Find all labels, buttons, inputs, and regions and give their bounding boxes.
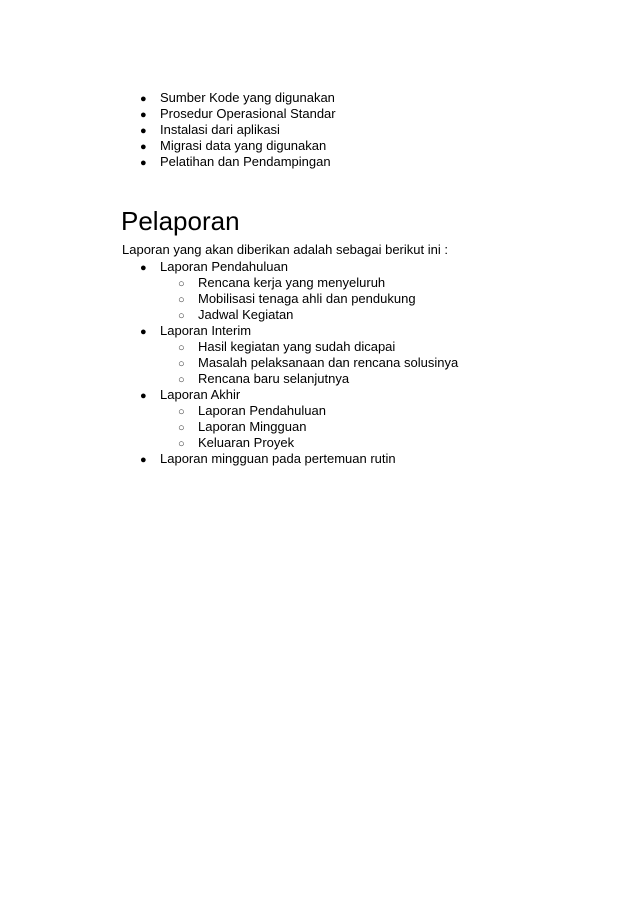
list-item-text: Pelatihan dan Pendampingan xyxy=(160,154,331,169)
list-item xyxy=(140,323,251,339)
list-item-text: Masalah pelaksanaan dan rencana solusinya xyxy=(198,355,459,370)
bullet-icon: ● xyxy=(140,326,147,338)
list-item-text: Mobilisasi tenaga ahli dan pendukung xyxy=(198,291,416,306)
bullet-icon: ● xyxy=(140,141,147,153)
bullet-icon: ● xyxy=(140,125,147,137)
bullet-icon: ● xyxy=(140,93,147,105)
list-item xyxy=(140,106,336,122)
bullet-icon: ● xyxy=(140,109,147,121)
section-heading: Pelaporan xyxy=(121,206,240,236)
hollow-bullet-icon: ○ xyxy=(178,278,185,290)
list-item-text: Laporan Pendahuluan xyxy=(160,259,288,274)
sub-list-item xyxy=(178,403,326,419)
bullet-icon: ● xyxy=(140,390,147,402)
list-item-text: Laporan Akhir xyxy=(160,387,241,402)
list-item-text: Prosedur Operasional Standar xyxy=(160,106,336,121)
sub-list-item xyxy=(178,371,349,387)
intro-paragraph: Laporan yang akan diberikan adalah sebagai berikut ini : xyxy=(122,242,448,257)
list-item xyxy=(140,451,396,467)
list-item xyxy=(140,387,240,403)
list-item-text: Laporan Mingguan xyxy=(198,419,307,434)
list-item xyxy=(140,138,326,154)
bullet-icon: ● xyxy=(140,157,147,169)
bullet-icon: ● xyxy=(140,262,147,274)
list-item-text: Rencana baru selanjutnya xyxy=(198,371,350,386)
hollow-bullet-icon: ○ xyxy=(178,374,185,386)
list-item xyxy=(140,122,280,138)
sub-list-item xyxy=(178,339,395,355)
list-item-text: Jadwal Kegiatan xyxy=(198,307,294,322)
hollow-bullet-icon: ○ xyxy=(178,358,185,370)
sub-list-item xyxy=(178,275,385,291)
list-item-text: Migrasi data yang digunakan xyxy=(160,138,327,153)
list-item-text: Rencana kerja yang menyeluruh xyxy=(198,275,386,290)
sub-list-item xyxy=(178,419,306,435)
list-item xyxy=(140,154,331,170)
list-item-text: Keluaran Proyek xyxy=(198,435,295,450)
hollow-bullet-icon: ○ xyxy=(178,438,185,450)
list-item-text: Laporan Interim xyxy=(160,323,252,338)
sub-list-item xyxy=(178,435,294,451)
list-item xyxy=(140,90,335,106)
hollow-bullet-icon: ○ xyxy=(178,294,185,306)
list-item-text: Hasil kegiatan yang sudah dicapai xyxy=(198,339,396,354)
bullet-icon: ● xyxy=(140,454,147,466)
hollow-bullet-icon: ○ xyxy=(178,310,185,322)
sub-list-item xyxy=(178,291,416,307)
hollow-bullet-icon: ○ xyxy=(178,422,185,434)
list-item-text: Laporan Pendahuluan xyxy=(198,403,326,418)
list-item-text: Instalasi dari aplikasi xyxy=(160,122,280,137)
sub-list-item xyxy=(178,307,293,323)
hollow-bullet-icon: ○ xyxy=(178,342,185,354)
list-item-text: Laporan mingguan pada pertemuan rutin xyxy=(160,451,396,466)
sub-list-item xyxy=(178,355,458,371)
list-item xyxy=(140,259,288,275)
list-item-text: Sumber Kode yang digunakan xyxy=(160,90,335,105)
hollow-bullet-icon: ○ xyxy=(178,406,185,418)
